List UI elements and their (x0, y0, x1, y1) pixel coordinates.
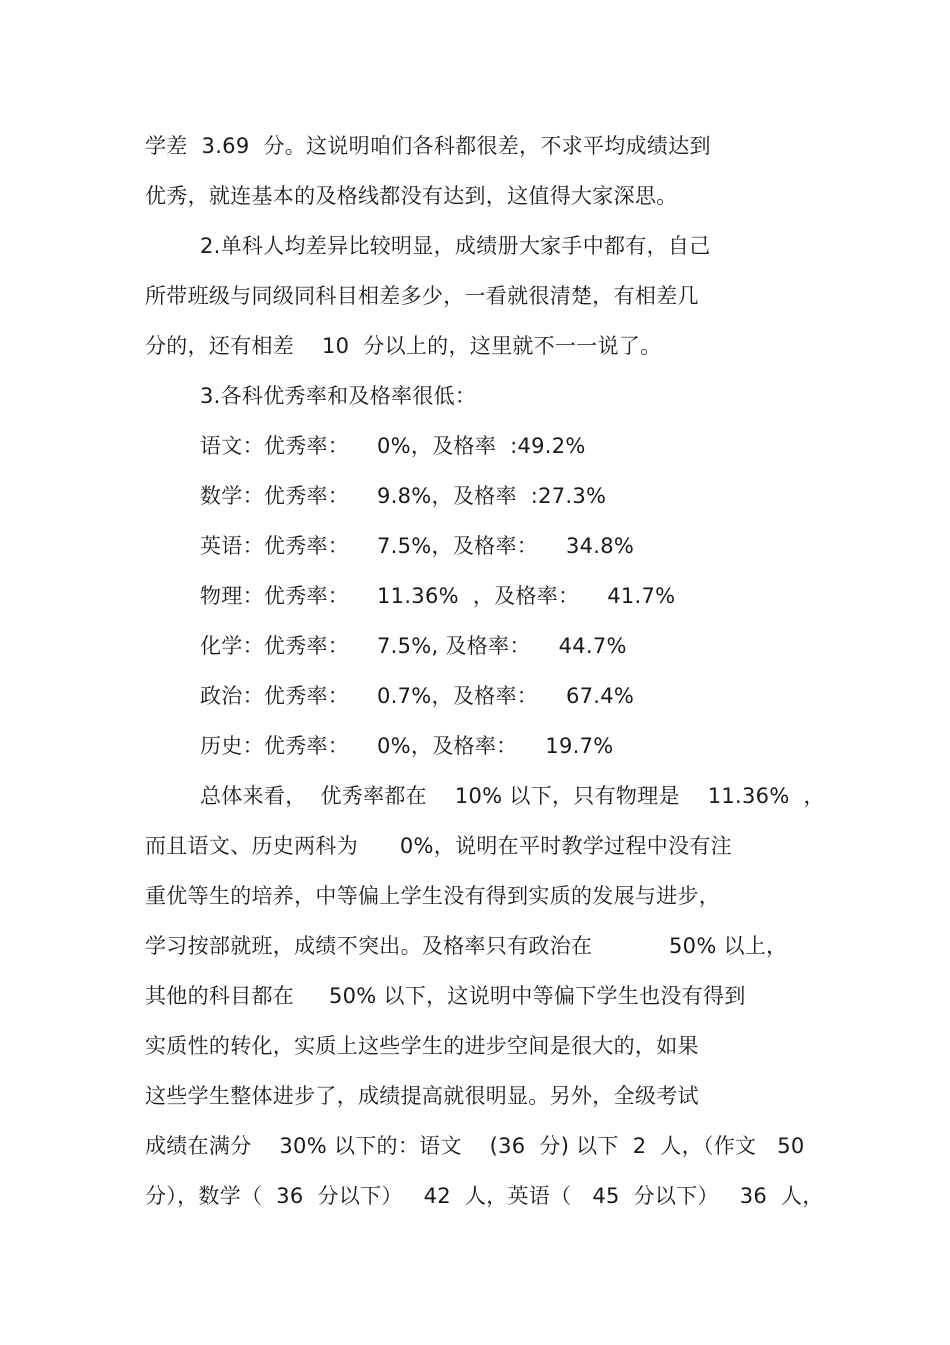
text-line: 数学：优秀率： 9.8%，及格率 :27.3% (200, 484, 607, 508)
text-line: 成绩在满分 30% 以下的：语文 (36 分) 以下 2 人，（作文 50 (145, 1134, 805, 1158)
text-line: 所带班级与同级同科目相差多少，一看就很清楚，有相差几 (145, 284, 699, 308)
text-line: 其他的科目都在 50% 以下，这说明中等偏下学生也没有得到 (145, 984, 746, 1008)
text-line: 重优等生的培养，中等偏上学生没有得到实质的发展与进步， (145, 884, 721, 908)
text-line: 学差 3.69 分。这说明咱们各科都很差，不求平均成绩达到 (145, 134, 711, 158)
text-line: 而且语文、历史两科为 0%，说明在平时教学过程中没有注 (145, 834, 732, 858)
text-line: 化学：优秀率： 7.5%, 及格率： 44.7% (200, 634, 627, 658)
text-line: 英语：优秀率： 7.5%，及格率： 34.8% (200, 534, 635, 558)
text-line: 物理：优秀率： 11.36% ，及格率： 41.7% (200, 584, 676, 608)
text-line: 分），数学（ 36 分以下） 42 人，英语（ 45 分以下） 36 人， (145, 1184, 824, 1208)
text-line: 这些学生整体进步了，成绩提高就很明显。另外，全级考试 (145, 1084, 699, 1108)
text-line: 语文：优秀率： 0%，及格率 :49.2% (200, 434, 586, 458)
text-line: 2.单科人均差异比较明显，成绩册大家手中都有，自己 (200, 234, 711, 258)
text-line: 总体来看， 优秀率都在 10% 以下，只有物理是 11.36% ， (200, 784, 825, 808)
text-line: 历史：优秀率： 0%，及格率： 19.7% (200, 734, 614, 758)
text-line: 实质性的转化，实质上这些学生的进步空间是很大的，如果 (145, 1034, 699, 1058)
text-line: 3.各科优秀率和及格率很低： (200, 384, 477, 408)
text-line: 政治：优秀率： 0.7%，及格率： 67.4% (200, 684, 635, 708)
text-line: 学习按部就班，成绩不突出。及格率只有政治在 50% 以上， (145, 934, 788, 958)
text-line: 分的，还有相差 10 分以上的，这里就不一一说了。 (145, 334, 662, 358)
text-line: 优秀，就连基本的及格线都没有达到，这值得大家深思。 (145, 184, 678, 208)
